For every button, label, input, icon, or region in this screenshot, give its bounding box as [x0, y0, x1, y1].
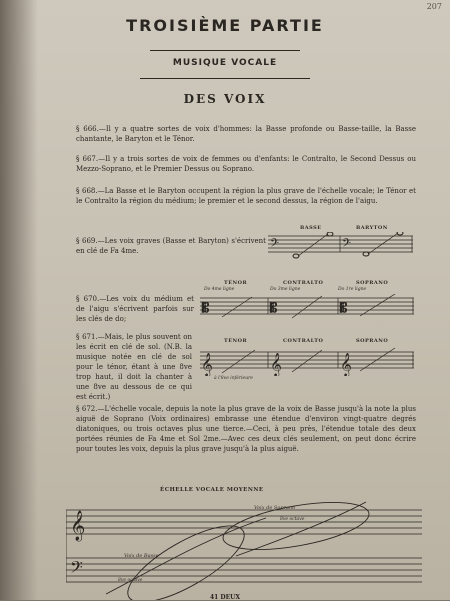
svg-text:𝄡: 𝄡: [270, 301, 278, 316]
svg-text:𝄞: 𝄞: [340, 352, 352, 376]
example-670-staff: [200, 294, 414, 322]
sublabel-octave-inferieure: à l'8ve inférieure: [214, 376, 253, 381]
section-title: MUSIQUE VOCALE: [172, 58, 278, 68]
label-voix-soprano: Voix de Soprano: [254, 505, 296, 511]
paragraph-667: § 667.—Il y a trois sortes de voix de femmes ou d'enfants: le Contralto, le Second Dessus ou Mezzo-Soprano, et le Premier Dessus ou Soprano.: [76, 155, 416, 173]
label-contralto-do: CONTRALTO: [283, 280, 324, 286]
label-soprano-do: SOPRANO: [356, 280, 389, 286]
vocal-scale-staff: [66, 498, 422, 600]
scale-title: ÉCHELLE VOCALE MOYENNE: [160, 487, 264, 493]
svg-text:𝄢: 𝄢: [342, 237, 352, 253]
part-title: TROISIÈME PARTIE: [126, 16, 324, 35]
paragraph-669: § 669.—Les voix graves (Basse et Baryton) s'écrivent en clé de Fa 4me.: [76, 237, 266, 255]
svg-text:𝄞: 𝄞: [270, 352, 282, 376]
page-shadow: [0, 0, 38, 600]
example-669-staff: [268, 232, 413, 260]
label-tenor-do: TÉNOR: [224, 280, 248, 286]
label-octave-bottom: 8ve octave: [118, 578, 143, 583]
label-soprano-sol: SOPRANO: [356, 338, 389, 344]
svg-text:𝄡: 𝄡: [340, 301, 348, 316]
paragraph-672: § 672.—L'échelle vocale, depuis la note la plus grave de la voix de Basse jusqu'à la note la plus aiguë de Soprano (Voix ordinaires) embrasse une étendue d'environ vingt-quatre degrés diatoniques, ou trois octaves plus une tierce.—Ceci, à peu près, l'étendue totale des deux portées réunies de Fa 4me et Sol 2me.—Avec ces deux clés seulement, on peut donc écrire pour toutes les voix, depuis la plus grave jusqu'à la plus aiguë.: [76, 405, 416, 453]
page-number: 207: [426, 2, 442, 11]
svg-text:𝄞: 𝄞: [201, 352, 213, 376]
svg-text:𝄡: 𝄡: [202, 301, 210, 316]
chapter-title: DES VOIX: [183, 92, 267, 106]
sublabel-do-4: Do 4me ligne: [204, 287, 235, 292]
paragraph-671: § 671.—Mais, le plus souvent on les écrit en clé de sol. (N.B. la musique notée en clé de sol pour le ténor, étant à une 8ve trop haut, il doit la chanter à une 8ve au dessous de ce qui est écrit.): [76, 333, 192, 401]
sublabel-do-3: Do 3me ligne: [270, 287, 301, 292]
page-footer: 41 DEUX: [209, 594, 241, 601]
section-rule: [140, 78, 310, 79]
title-rule: [150, 50, 300, 51]
label-basse: BASSE: [300, 225, 322, 231]
svg-text:𝄢: 𝄢: [270, 237, 280, 253]
svg-text:𝄢: 𝄢: [70, 557, 83, 581]
sublabel-do-1: Do 1re ligne: [338, 287, 367, 292]
svg-text:𝄞: 𝄞: [70, 511, 86, 541]
label-voix-basse: Voix de Basse: [124, 553, 159, 559]
label-contralto-sol: CONTRALTO: [283, 338, 324, 344]
label-baryton: BARYTON: [356, 225, 388, 231]
label-octave-top: 8ve octave: [280, 517, 305, 522]
label-tenor-sol: TÉNOR: [224, 338, 248, 344]
example-671-staff: [200, 346, 414, 376]
paragraph-668: § 668.—La Basse et le Baryton occupent la région la plus grave de l'échelle vocale; le Ténor et le Contralto la région du médium; le premier et le second dessus, la région de l'aigu.: [76, 187, 416, 205]
paragraph-666: § 666.—Il y a quatre sortes de voix d'hommes: la Basse profonde ou Basse-taille, la Basse chantante, le Baryton et le Ténor.: [76, 125, 416, 143]
paragraph-670: § 670.—Les voix du médium et de l'aigu s'écrivent parfois sur les clés de do;: [76, 295, 194, 323]
